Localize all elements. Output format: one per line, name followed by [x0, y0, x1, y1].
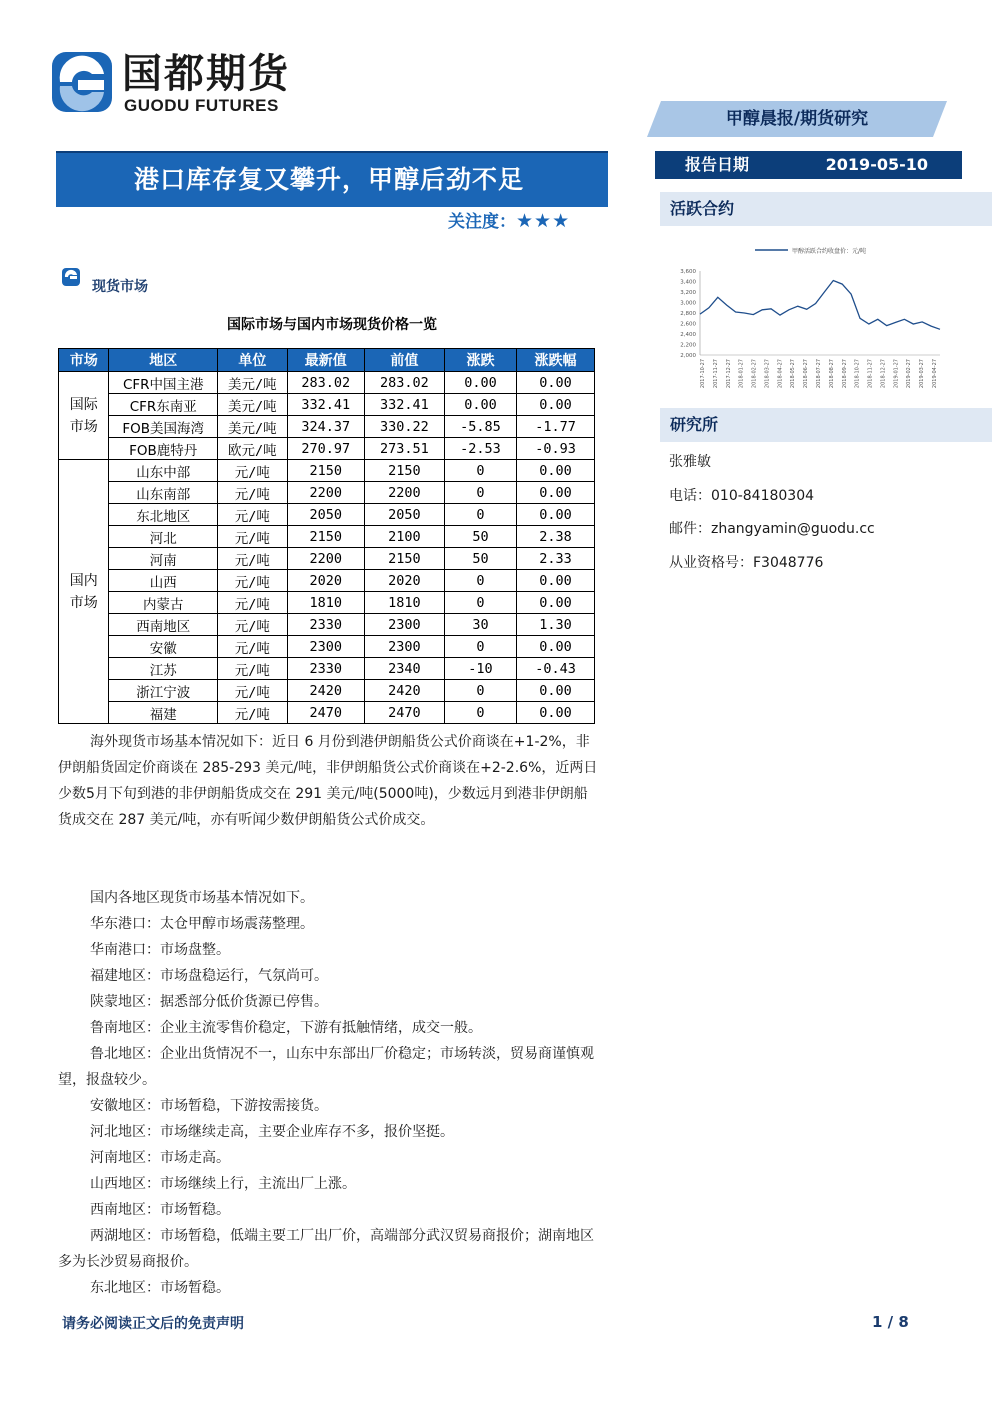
latest-cell: 2150 [287, 460, 364, 482]
table-row [59, 504, 595, 526]
unit-cell: 元/吨 [218, 702, 288, 724]
change-cell: 0 [444, 680, 516, 702]
latest-cell: 283.02 [287, 372, 364, 394]
disclaimer-link[interactable]: 请务必阅读正文后的免责声明 [62, 1316, 244, 1332]
domestic-line: 河南地区：市场走高。 [90, 1150, 230, 1166]
region-cell: 安徽 [109, 636, 218, 658]
company-name-cn: 国都期货 [122, 51, 290, 97]
previous-cell: 283.02 [364, 372, 444, 394]
header-change: 涨跌 [444, 349, 516, 372]
region-cell: FOB鹿特丹 [109, 438, 218, 460]
paragraph-overseas: 海外现货市场基本情况如下：近日 6 月份到港伊朗船货公式价商谈在+1-2%，非伊朗船货固定价商谈在 285-293 美元/吨，非伊朗船货公式价商谈在+2-2.6%，近两日少数5月下旬到港的非伊朗船货成交在 291 美元/吨(5000吨)，少数远月到港非伊朗船货成交在 287 美元/吨，亦有听闻少数伊朗船货公式价成交。 [58, 734, 598, 828]
report-category-tag [647, 101, 947, 137]
change-cell: 0.00 [444, 372, 516, 394]
change-cell: 0.00 [444, 394, 516, 416]
active-contract-chart [660, 238, 992, 400]
region-cell: 内蒙古 [109, 592, 218, 614]
unit-cell: 欧元/吨 [218, 438, 288, 460]
domestic-line: 国内各地区现货市场基本情况如下。 [90, 890, 314, 906]
title-banner [56, 151, 608, 207]
market-group-cell [59, 372, 109, 460]
region-cell: 东北地区 [109, 504, 218, 526]
researcher-license: 从业资格号：F3048776 [669, 555, 824, 571]
domestic-line: 陕蒙地区：据悉部分低价货源已停售。 [90, 994, 328, 1010]
change-pct-cell: -0.43 [517, 658, 595, 680]
table-row [59, 680, 595, 702]
table-row [59, 372, 595, 394]
previous-cell: 2300 [364, 636, 444, 658]
report-date-bar [655, 151, 962, 179]
latest-cell: 2470 [287, 702, 364, 724]
latest-cell: 2420 [287, 680, 364, 702]
region-cell: 河北 [109, 526, 218, 548]
table-row [59, 394, 595, 416]
region-cell: 山东中部 [109, 460, 218, 482]
y-tick-label: 3,200 [680, 290, 696, 296]
unit-cell: 元/吨 [218, 570, 288, 592]
page-number: 1 / 8 [872, 1313, 909, 1331]
company-name-en: GUODU FUTURES [124, 96, 279, 115]
table-row [59, 438, 595, 460]
x-tick-label: 2018-07-27 [816, 359, 822, 389]
change-pct-cell: 0.00 [517, 460, 595, 482]
latest-cell: 332.41 [287, 394, 364, 416]
table-caption: 国际市场与国内市场现货价格一览 [227, 317, 437, 333]
domestic-line: 安徽地区：市场暂稳，下游按需接货。 [90, 1098, 328, 1114]
table-row [59, 702, 595, 724]
unit-cell: 元/吨 [218, 460, 288, 482]
latest-cell: 270.97 [287, 438, 364, 460]
table-row [59, 614, 595, 636]
unit-cell: 美元/吨 [218, 416, 288, 438]
y-tick-label: 2,200 [680, 342, 696, 349]
change-cell: 0 [444, 482, 516, 504]
unit-cell: 美元/吨 [218, 394, 288, 416]
region-cell: 江苏 [109, 658, 218, 680]
market-group-cell [59, 460, 109, 724]
change-pct-cell: -0.93 [517, 438, 595, 460]
x-tick-label: 2018-05-27 [790, 359, 797, 389]
header-change-pct: 涨跌幅 [517, 349, 595, 372]
header-previous: 前值 [364, 349, 444, 372]
section-title-spot-market: 现货市场 [92, 279, 148, 295]
x-tick-label: 2018-03-27 [764, 359, 771, 389]
x-tick-label: 2019-04-27 [932, 359, 938, 389]
legend-label: 甲醇活跃合约收盘价：元/吨 [792, 248, 867, 255]
x-tick-label: 2018-04-27 [777, 359, 784, 389]
report-date-value: 2019-05-10 [825, 155, 928, 174]
domestic-line: 鲁北地区：企业出货情况不一，山东中东部出厂价稳定；市场转淡，贸易商谨慎观望，报盘较少。 [58, 1046, 594, 1088]
region-cell: 浙江宁波 [109, 680, 218, 702]
header-latest: 最新值 [287, 349, 364, 372]
series-line [700, 281, 940, 330]
change-pct-cell: 0.00 [517, 372, 595, 394]
header-region: 地区 [109, 349, 218, 372]
domestic-line: 东北地区：市场暂稳。 [90, 1280, 230, 1296]
latest-cell: 2020 [287, 570, 364, 592]
previous-cell: 2050 [364, 504, 444, 526]
spot-price-table [58, 348, 595, 724]
table-row [59, 526, 595, 548]
table-body [59, 372, 595, 724]
change-pct-cell: 2.38 [517, 526, 595, 548]
x-tick-label: 2019-02-27 [906, 359, 913, 389]
previous-cell: 2100 [364, 526, 444, 548]
unit-cell: 元/吨 [218, 658, 288, 680]
change-pct-cell: 0.00 [517, 636, 595, 658]
attention-rating [448, 207, 570, 232]
unit-cell: 元/吨 [218, 592, 288, 614]
previous-cell: 2020 [364, 570, 444, 592]
x-tick-label: 2017-10-27 [700, 359, 706, 389]
y-tick-label: 2,800 [680, 311, 696, 317]
change-pct-cell: 0.00 [517, 592, 595, 614]
domestic-line: 山西地区：市场继续上行，主流出厂上涨。 [90, 1176, 356, 1192]
y-tick-label: 3,000 [680, 300, 696, 307]
unit-cell: 元/吨 [218, 526, 288, 548]
page-title: 港口库存复又攀升，甲醇后劲不足 [134, 165, 525, 194]
unit-cell: 元/吨 [218, 680, 288, 702]
change-cell: 0 [444, 460, 516, 482]
change-pct-cell: 1.30 [517, 614, 595, 636]
domestic-line: 河北地区：市场继续走高，主要企业库存不多，报价坚挺。 [90, 1124, 454, 1140]
y-tick-label: 2,000 [680, 353, 696, 359]
domestic-line: 华南港口：市场盘整。 [90, 942, 230, 958]
table-header-row [59, 349, 595, 372]
previous-cell: 2150 [364, 548, 444, 570]
header-market: 市场 [59, 349, 109, 372]
change-cell: 0 [444, 592, 516, 614]
previous-cell: 2150 [364, 460, 444, 482]
change-cell: -10 [444, 658, 516, 680]
region-cell: 山东南部 [109, 482, 218, 504]
change-pct-cell: 0.00 [517, 394, 595, 416]
previous-cell: 330.22 [364, 416, 444, 438]
y-tick-label: 2,600 [680, 321, 696, 328]
company-logo-icon [52, 52, 112, 112]
x-tick-label: 2018-08-27 [828, 359, 835, 389]
unit-cell: 元/吨 [218, 504, 288, 526]
x-tick-label: 2018-02-27 [751, 359, 758, 389]
header-unit: 单位 [218, 349, 288, 372]
research-heading [660, 408, 992, 442]
x-tick-label: 2018-10-27 [854, 359, 861, 389]
unit-cell: 元/吨 [218, 548, 288, 570]
change-cell: 50 [444, 548, 516, 570]
x-tick-label: 2018-06-27 [803, 359, 810, 389]
researcher-name: 张雅敏 [669, 454, 711, 470]
region-cell: CFR中国主港 [109, 372, 218, 394]
change-cell: 30 [444, 614, 516, 636]
previous-cell: 2420 [364, 680, 444, 702]
latest-cell: 2330 [287, 614, 364, 636]
change-pct-cell: -1.77 [517, 416, 595, 438]
x-tick-label: 2019-01-27 [893, 359, 900, 389]
previous-cell: 273.51 [364, 438, 444, 460]
previous-cell: 2340 [364, 658, 444, 680]
latest-cell: 2050 [287, 504, 364, 526]
y-tick-label: 2,400 [680, 332, 696, 338]
domestic-line: 福建地区：市场盘稳运行，气氛尚可。 [90, 968, 328, 984]
region-cell: FOB美国海湾 [109, 416, 218, 438]
x-tick-label: 2017-12-27 [725, 359, 732, 389]
x-tick-label: 2019-03-27 [919, 359, 926, 389]
unit-cell: 元/吨 [218, 614, 288, 636]
table-row [59, 570, 595, 592]
change-cell: 50 [444, 526, 516, 548]
x-tick-label: 2017-11-27 [712, 359, 719, 389]
domestic-line: 两湖地区：市场暂稳，低端主要工厂出厂价，高端部分武汉贸易商报价；湖南地区多为长沙贸易商报价。 [58, 1228, 594, 1270]
active-contract-heading [660, 192, 992, 226]
unit-cell: 元/吨 [218, 482, 288, 504]
region-cell: 河南 [109, 548, 218, 570]
table-row [59, 416, 595, 438]
region-cell: CFR东南亚 [109, 394, 218, 416]
x-tick-label: 2018-11-27 [867, 359, 874, 389]
market-group-label: 国内市场 [69, 572, 98, 611]
table-row [59, 460, 595, 482]
domestic-line: 西南地区：市场暂稳。 [90, 1202, 230, 1218]
researcher-phone: 电话：010-84180304 [669, 488, 815, 504]
attention-label: 关注度： [448, 212, 516, 232]
latest-cell: 324.37 [287, 416, 364, 438]
change-pct-cell: 2.33 [517, 548, 595, 570]
table-row [59, 482, 595, 504]
report-category-label: 甲醇晨报/期货研究 [725, 109, 869, 129]
change-pct-cell: 0.00 [517, 504, 595, 526]
domestic-line: 鲁南地区：企业主流零售价稳定，下游有抵触情绪，成交一般。 [90, 1020, 482, 1036]
change-cell: 0 [444, 702, 516, 724]
researcher-email: 邮件：zhangyamin@guodu.cc [669, 521, 875, 537]
latest-cell: 2200 [287, 482, 364, 504]
x-tick-label: 2018-01-27 [738, 359, 745, 389]
region-cell: 西南地区 [109, 614, 218, 636]
x-tick-label: 2018-12-27 [880, 359, 887, 389]
change-pct-cell: 0.00 [517, 702, 595, 724]
change-cell: 0 [444, 636, 516, 658]
table-row [59, 636, 595, 658]
previous-cell: 2300 [364, 614, 444, 636]
active-contract-heading-label: 活跃合约 [670, 199, 735, 218]
table-row [59, 592, 595, 614]
report-date-label: 报告日期 [685, 155, 750, 174]
latest-cell: 2200 [287, 548, 364, 570]
table-row [59, 658, 595, 680]
latest-cell: 2150 [287, 526, 364, 548]
previous-cell: 2470 [364, 702, 444, 724]
latest-cell: 2300 [287, 636, 364, 658]
latest-cell: 1810 [287, 592, 364, 614]
change-cell: -5.85 [444, 416, 516, 438]
change-cell: 0 [444, 504, 516, 526]
change-pct-cell: 0.00 [517, 482, 595, 504]
region-cell: 山西 [109, 570, 218, 592]
region-cell: 福建 [109, 702, 218, 724]
previous-cell: 332.41 [364, 394, 444, 416]
y-tick-label: 3,600 [680, 269, 696, 275]
y-tick-label: 3,400 [680, 279, 696, 286]
change-pct-cell: 0.00 [517, 680, 595, 702]
section-bullet-icon [62, 268, 80, 286]
unit-cell: 元/吨 [218, 636, 288, 658]
previous-cell: 1810 [364, 592, 444, 614]
table-row [59, 548, 595, 570]
unit-cell: 美元/吨 [218, 372, 288, 394]
research-heading-label: 研究所 [670, 415, 719, 434]
market-group-label: 国际市场 [69, 396, 98, 435]
change-cell: 0 [444, 570, 516, 592]
chart-svg [660, 238, 992, 400]
change-cell: -2.53 [444, 438, 516, 460]
change-pct-cell: 0.00 [517, 570, 595, 592]
x-tick-label: 2018-09-27 [841, 359, 848, 389]
latest-cell: 2330 [287, 658, 364, 680]
previous-cell: 2200 [364, 482, 444, 504]
attention-stars: ★★★ [516, 210, 571, 232]
domestic-line: 华东港口：太仓甲醇市场震荡整理。 [90, 916, 314, 932]
